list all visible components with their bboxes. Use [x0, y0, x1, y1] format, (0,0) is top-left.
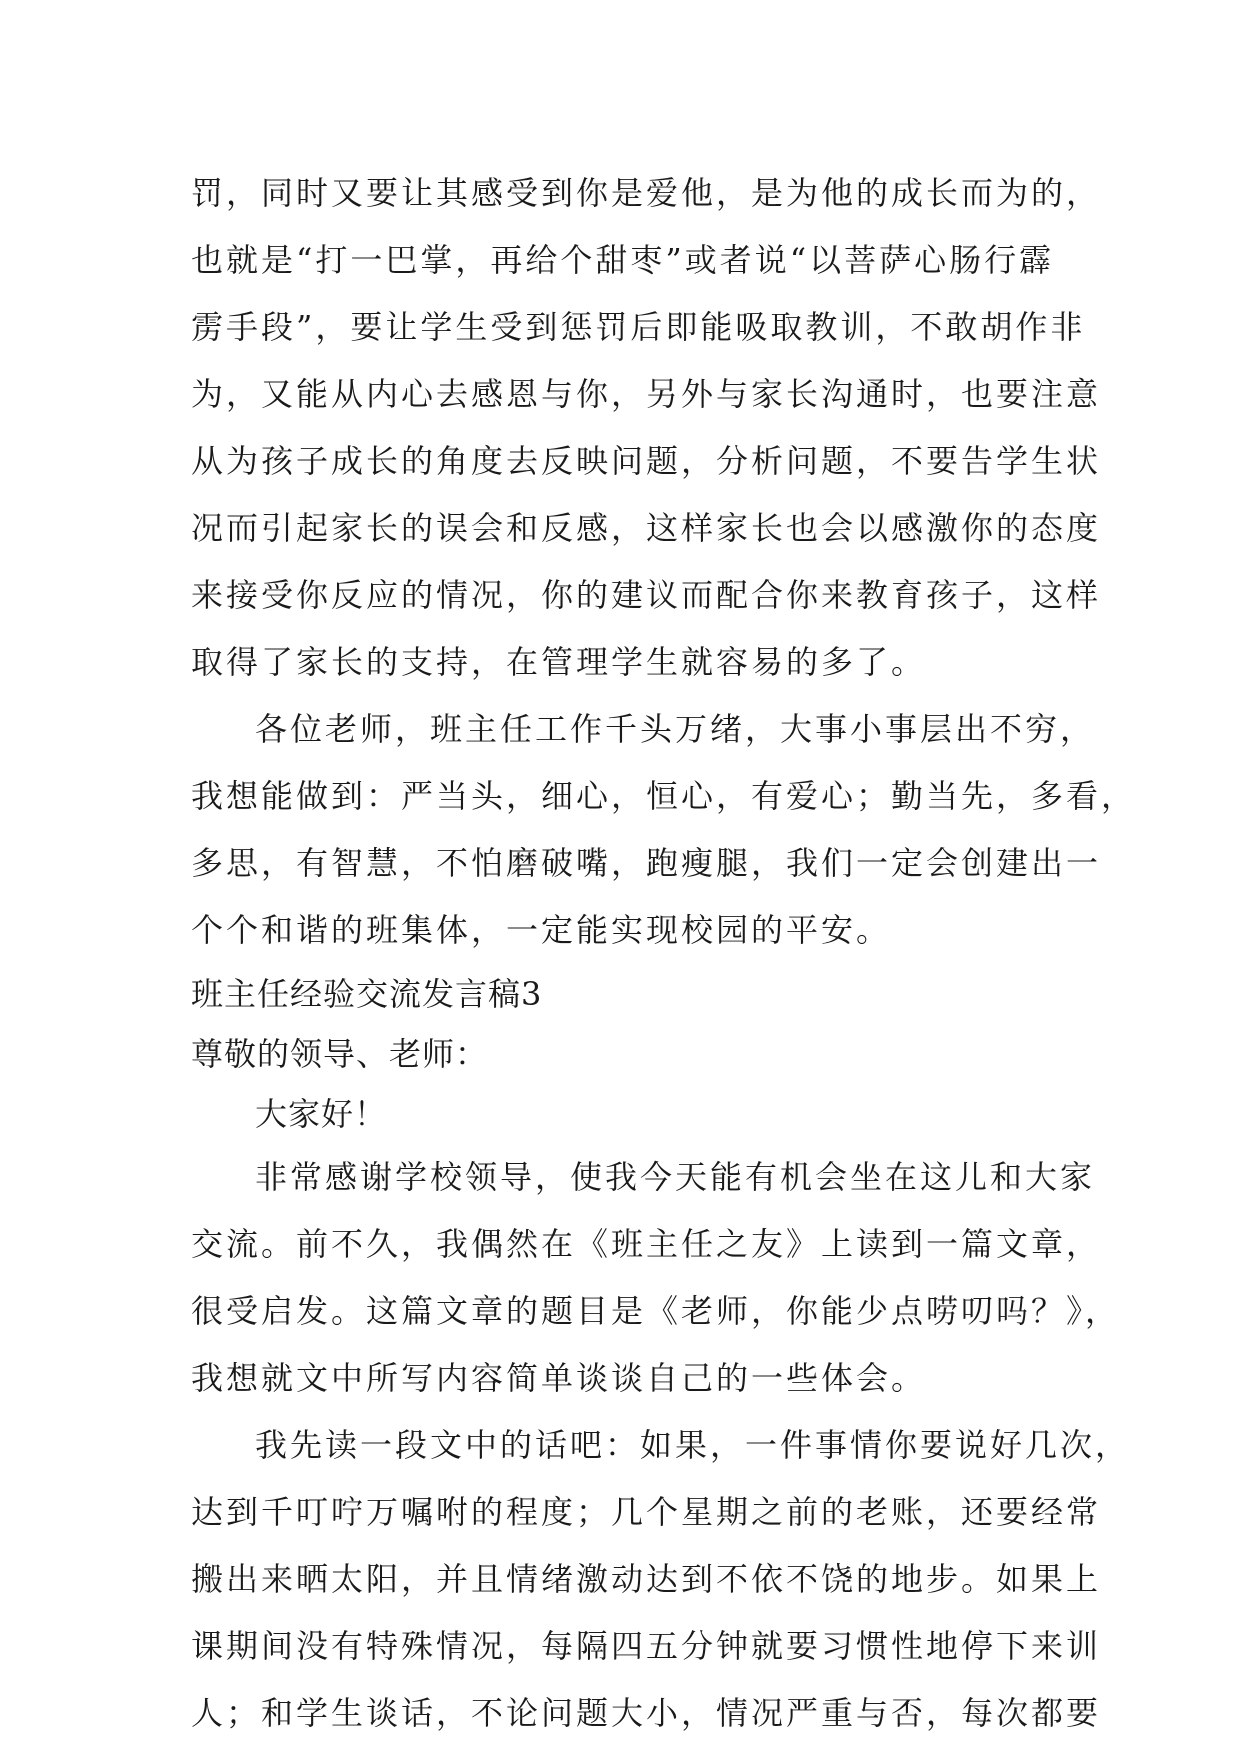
paragraph-first-line: 各位老师，班主任工作千头万绪，大事小事层出不穷，: [255, 710, 1096, 748]
text-line: 罚，同时又要让其感受到你是爱他，是为他的成长而为的，: [191, 174, 1102, 212]
text-line: 多思，有智慧，不怕磨破嘴，跑瘦腿，我们一定会创建出一: [191, 844, 1102, 882]
text-line: 也就是“打一巴掌，再给个甜枣”或者说“以菩萨心肠行霹: [191, 241, 1055, 279]
paragraph-first-line: 非常感谢学校领导，使我今天能有机会坐在这儿和大家: [255, 1158, 1096, 1196]
paragraph-first-line: 我先读一段文中的话吧：如果，一件事情你要说好几次，: [255, 1426, 1131, 1464]
text-line: 很受启发。这篇文章的题目是《老师，你能少点唠叨吗？》，: [191, 1292, 1121, 1330]
text-line: 为，又能从内心去感恩与你，另外与家长沟通时，也要注意: [191, 375, 1102, 413]
text-line: 况而引起家长的误会和反感，这样家长也会以感激你的态度: [191, 509, 1102, 547]
greeting: 大家好！: [255, 1095, 388, 1133]
salutation: 尊敬的领导、老师：: [191, 1035, 489, 1073]
text-line: 人；和学生谈话，不论问题大小，情况严重与否，每次都要: [191, 1694, 1102, 1732]
document-body: [191, 160, 1137, 1747]
text-line: 达到千叮咛万嘱咐的程度；几个星期之前的老账，还要经常: [191, 1493, 1102, 1531]
text-line: 我想能做到：严当头，细心，恒心，有爱心；勤当先，多看，: [191, 777, 1137, 815]
text-line: 我想就文中所写内容简单谈谈自己的一些体会。: [191, 1359, 927, 1397]
text-line: 个个和谐的班集体，一定能实现校园的平安。: [191, 911, 892, 949]
text-line: 交流。前不久，我偶然在《班主任之友》上读到一篇文章，: [191, 1225, 1102, 1263]
text-line: 搬出来晒太阳，并且情绪激动达到不依不饶的地步。如果上: [191, 1560, 1102, 1598]
text-line: 取得了家长的支持，在管理学生就容易的多了。: [191, 643, 927, 681]
text-line: 雳手段”，要让学生受到惩罚后即能吸取教训，不敢胡作非: [191, 308, 1086, 346]
text-line: 从为孩子成长的角度去反映问题，分析问题，不要告学生状: [191, 442, 1102, 480]
section-title: 班主任经验交流发言稿3: [191, 975, 543, 1013]
text-line: 课期间没有特殊情况，每隔四五分钟就要习惯性地停下来训: [191, 1627, 1102, 1665]
text-line: 来接受你反应的情况，你的建议而配合你来教育孩子，这样: [191, 576, 1102, 614]
